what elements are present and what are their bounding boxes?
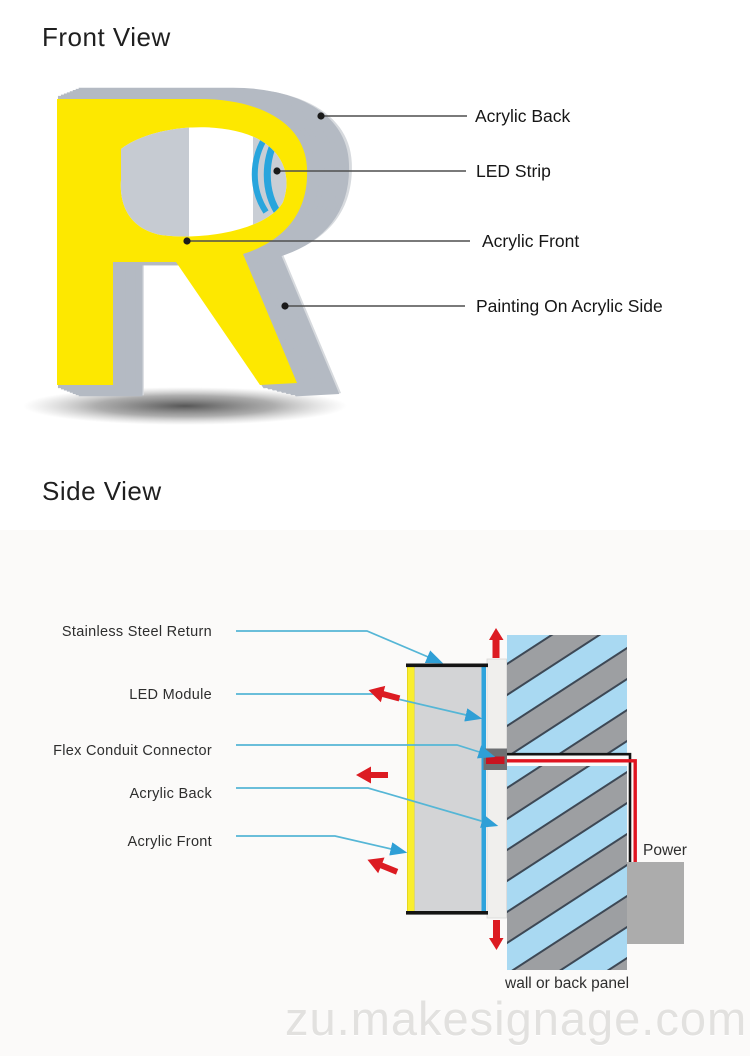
- label-wall-or-back-panel: wall or back panel: [505, 975, 630, 992]
- label-power: Power: [643, 842, 687, 859]
- label-acrylic-front-side: Acrylic Front: [127, 834, 212, 850]
- acrylic-body-section: [415, 666, 482, 914]
- label-led-strip: LED Strip: [476, 161, 551, 181]
- flex-conduit-connector-block: [484, 749, 508, 771]
- label-stainless-steel-return: Stainless Steel Return: [61, 624, 212, 640]
- acrylic-back-section: [487, 659, 507, 918]
- watermark-text: zu.makesignage.com: [285, 992, 748, 1045]
- wall-upper-block: [507, 635, 627, 754]
- arrow-left-back-icon: [356, 767, 388, 784]
- wall-lower-block: [507, 766, 627, 970]
- label-flex-conduit-connector: Flex Conduit Connector: [53, 743, 212, 759]
- front-view-letter-illustration: [0, 0, 750, 460]
- label-painting-on-acrylic-side: Painting On Acrylic Side: [476, 296, 663, 316]
- label-led-module: LED Module: [129, 687, 212, 703]
- power-supply-box: [627, 862, 684, 944]
- leader-acrylic-front-side: [236, 836, 404, 852]
- arrow-left-front-icon: [364, 852, 400, 880]
- label-acrylic-front: Acrylic Front: [482, 231, 580, 251]
- label-acrylic-back-side: Acrylic Back: [129, 786, 212, 802]
- label-acrylic-back: Acrylic Back: [475, 106, 571, 126]
- led-module-section: [482, 666, 487, 914]
- stainless-steel-return-top: [406, 664, 488, 668]
- arrow-up-icon: [489, 628, 504, 658]
- arrow-down-icon: [489, 920, 504, 950]
- side-view-title: Side View: [42, 476, 162, 506]
- stainless-steel-return-bottom: [406, 911, 488, 915]
- front-view-title: Front View: [42, 22, 171, 52]
- leader-stainless-steel-return: [236, 631, 440, 662]
